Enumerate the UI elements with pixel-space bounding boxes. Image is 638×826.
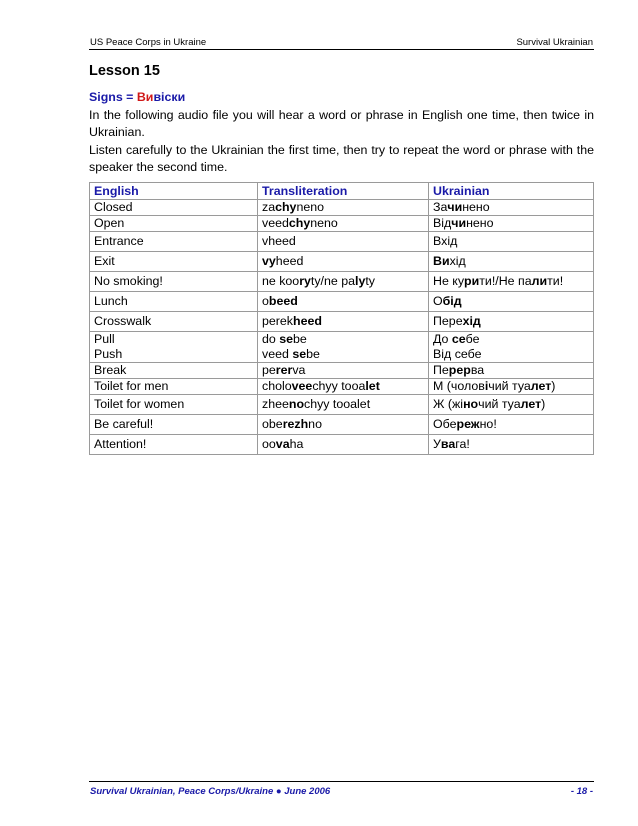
cell-ukrainian [429, 272, 594, 292]
stressed-syllable: бід [442, 294, 462, 308]
stressed-syllable: no [288, 397, 305, 411]
cell-line [433, 397, 589, 412]
intro-paragraph-2: Listen carefully to the Ukrainian the first time, then try to repeat the word or phrase with the speaker the second time. [89, 142, 594, 174]
table-row [90, 379, 594, 395]
cell-transliteration [258, 292, 429, 312]
text-segment: нено [462, 200, 490, 214]
table-row [90, 332, 594, 363]
cell-transliteration [258, 363, 429, 379]
cell-line [433, 314, 589, 329]
cell-line [262, 379, 424, 394]
cell-line: Push [94, 347, 123, 361]
text-segment: neno [310, 216, 338, 230]
footer-left: Survival Ukrainian, Peace Corps/Ukraine ● June 2006 [90, 786, 331, 797]
cell-line [262, 216, 424, 231]
text-segment: veed [262, 216, 289, 230]
text-segment: чий туа [478, 397, 521, 411]
cell-line [262, 397, 424, 412]
cell-line: Closed [94, 200, 133, 214]
cell-line [262, 437, 424, 452]
cell-english [90, 252, 258, 272]
signs-highlight: Ви [136, 90, 154, 104]
text-segment: chyy tooa [312, 379, 366, 393]
cell-ukrainian [429, 312, 594, 332]
cell-ukrainian [429, 332, 594, 363]
table-row [90, 216, 594, 232]
text-segment: ne koo [262, 274, 300, 288]
cell-line [262, 314, 424, 329]
text-segment: cholo [262, 379, 292, 393]
cell-english [90, 332, 258, 363]
text-segment: У [433, 437, 441, 451]
cell-line [433, 417, 589, 432]
cell-line: Entrance [94, 234, 144, 248]
stressed-syllable: но [463, 397, 479, 411]
signs-rest: віски [153, 90, 186, 104]
cell-line [433, 363, 589, 378]
table-row [90, 435, 594, 455]
text-segment: Ж (жі [433, 397, 464, 411]
stressed-syllable: ly [355, 274, 366, 288]
table-row [90, 415, 594, 435]
text-segment: ) [551, 379, 556, 393]
text-segment: Вхід [433, 234, 458, 248]
page-footer [89, 781, 594, 796]
table-row [90, 200, 594, 216]
text-segment: ти! [547, 274, 564, 288]
stressed-syllable: vee [291, 379, 313, 393]
cell-transliteration [258, 216, 429, 232]
cell-line: No smoking! [94, 274, 163, 288]
table-header-row [90, 183, 594, 200]
stressed-syllable: chy [288, 216, 311, 230]
cell-english [90, 292, 258, 312]
cell-line [433, 437, 589, 452]
cell-english [90, 232, 258, 252]
stressed-syllable: чи [451, 216, 467, 230]
text-segment: Пе [433, 363, 449, 377]
cell-ukrainian [429, 435, 594, 455]
cell-line [433, 254, 589, 269]
text-segment: vheed [262, 234, 296, 248]
cell-line [262, 294, 424, 309]
table-row [90, 232, 594, 252]
text-segment: ha [289, 437, 304, 451]
stressed-syllable: лет [520, 397, 542, 411]
cell-line [262, 200, 424, 215]
text-segment: neno [296, 200, 325, 214]
text-segment: be [293, 332, 307, 346]
cell-english [90, 395, 258, 415]
stressed-syllable: vy [262, 254, 276, 268]
stressed-syllable: чи [447, 200, 463, 214]
text-segment: га! [455, 437, 470, 451]
cell-line: Exit [94, 254, 115, 268]
text-segment: do [262, 332, 280, 346]
cell-line: Toilet for men [94, 379, 169, 393]
cell-ukrainian [429, 395, 594, 415]
stressed-syllable: се [451, 332, 466, 346]
text-segment: чий туа [488, 379, 531, 393]
header-transliteration: Transliteration [258, 183, 429, 200]
cell-line [262, 234, 424, 249]
header-left: US Peace Corps in Ukraine [90, 37, 207, 48]
stressed-syllable: хід [462, 314, 481, 328]
stressed-syllable: beed [268, 294, 298, 308]
text-segment: obe [262, 417, 283, 431]
text-segment: za [262, 200, 276, 214]
cell-ukrainian [429, 252, 594, 272]
stressed-syllable: va [275, 437, 290, 451]
text-segment: pe [262, 363, 276, 377]
cell-line [433, 216, 589, 231]
intro-paragraph-1: In the following audio file you will hear a word or phrase in English one time, then twice in Ukrainian. [89, 107, 594, 139]
cell-line: Pull [94, 332, 115, 346]
cell-english [90, 415, 258, 435]
cell-transliteration [258, 435, 429, 455]
header-right: Survival Ukrainian [516, 37, 593, 48]
signs-prefix: Signs = [89, 90, 137, 104]
stressed-syllable: ва [440, 437, 456, 451]
stressed-syllable: se [279, 332, 294, 346]
cell-transliteration [258, 332, 429, 363]
cell-line [262, 347, 424, 362]
text-segment: ) [541, 397, 546, 411]
text-segment: ва [470, 363, 485, 377]
stressed-syllable: і [484, 379, 489, 393]
page-header [89, 37, 594, 50]
stressed-syllable: рер [448, 363, 471, 377]
cell-line [433, 274, 589, 289]
signs-table [89, 182, 594, 455]
header-ukrainian: Ukrainian [429, 183, 594, 200]
text-segment: oo [262, 437, 276, 451]
lesson-title: Lesson 15 [89, 63, 160, 79]
stressed-syllable: heed [293, 314, 322, 328]
table-row [90, 312, 594, 332]
intro-block [89, 89, 594, 177]
cell-line [262, 332, 424, 347]
text-segment: М (чолов [433, 379, 485, 393]
cell-transliteration [258, 312, 429, 332]
text-segment: За [433, 200, 448, 214]
cell-english [90, 312, 258, 332]
text-segment: О [433, 294, 443, 308]
stressed-syllable: реж [456, 417, 480, 431]
text-segment: Від се [433, 347, 468, 361]
cell-line [433, 332, 589, 347]
cell-ukrainian [429, 216, 594, 232]
cell-english [90, 363, 258, 379]
text-segment: o [262, 294, 269, 308]
cell-ukrainian [429, 292, 594, 312]
signs-heading [89, 89, 594, 107]
text-segment: Обе [433, 417, 457, 431]
text-segment: perek [262, 314, 293, 328]
cell-line: Be careful! [94, 417, 154, 431]
stressed-syllable: Ви [433, 254, 450, 268]
stressed-syllable: rer [275, 363, 293, 377]
text-segment: veed [262, 347, 293, 361]
cell-line [262, 274, 424, 289]
table-row [90, 252, 594, 272]
cell-line: Crosswalk [94, 314, 152, 328]
cell-line [433, 294, 589, 309]
text-segment: бе [465, 332, 480, 346]
text-segment: be [306, 347, 320, 361]
cell-line: Break [94, 363, 127, 377]
cell-english [90, 200, 258, 216]
cell-transliteration [258, 200, 429, 216]
stressed-syllable: ry [299, 274, 311, 288]
cell-ukrainian [429, 415, 594, 435]
stressed-syllable: ри [464, 274, 480, 288]
cell-line [262, 363, 424, 378]
table-row [90, 363, 594, 379]
stressed-syllable: let [365, 379, 380, 393]
cell-english [90, 216, 258, 232]
text-segment: va [292, 363, 306, 377]
table-row [90, 292, 594, 312]
cell-line [433, 347, 589, 362]
text-segment: До [433, 332, 452, 346]
text-segment: Пере [433, 314, 463, 328]
stressed-syllable: chy [275, 200, 297, 214]
stressed-syllable: se [292, 347, 307, 361]
page-number: - 18 - [570, 786, 593, 797]
cell-transliteration [258, 232, 429, 252]
text-segment: ty/ne pa [310, 274, 356, 288]
cell-line: Open [94, 216, 125, 230]
cell-english [90, 379, 258, 395]
header-english: English [90, 183, 258, 200]
text-segment: zhee [262, 397, 289, 411]
cell-transliteration [258, 379, 429, 395]
cell-transliteration [258, 395, 429, 415]
cell-ukrainian [429, 200, 594, 216]
text-segment: no [308, 417, 322, 431]
cell-line [433, 379, 589, 394]
table-row [90, 395, 594, 415]
cell-line [262, 254, 424, 269]
cell-english [90, 272, 258, 292]
cell-line [433, 234, 589, 249]
cell-ukrainian [429, 363, 594, 379]
text-segment: хід [449, 254, 466, 268]
text-segment: но! [479, 417, 497, 431]
cell-line: Attention! [94, 437, 147, 451]
text-segment: chyy tooalet [304, 397, 371, 411]
cell-ukrainian [429, 232, 594, 252]
cell-line: Toilet for women [94, 397, 185, 411]
cell-ukrainian [429, 379, 594, 395]
text-segment: бе [467, 347, 482, 361]
cell-transliteration [258, 272, 429, 292]
cell-english [90, 435, 258, 455]
stressed-syllable: rezh [282, 417, 309, 431]
text-segment: Від [433, 216, 452, 230]
table-row [90, 272, 594, 292]
text-segment: heed [275, 254, 304, 268]
cell-transliteration [258, 415, 429, 435]
cell-line [262, 417, 424, 432]
cell-transliteration [258, 252, 429, 272]
text-segment: ти!/Не па [479, 274, 532, 288]
stressed-syllable: ли [531, 274, 548, 288]
text-segment: Не ку [433, 274, 465, 288]
cell-line: Lunch [94, 294, 128, 308]
stressed-syllable: лет [530, 379, 552, 393]
text-segment: нено [466, 216, 494, 230]
text-segment: ty [365, 274, 375, 288]
cell-line [433, 200, 589, 215]
